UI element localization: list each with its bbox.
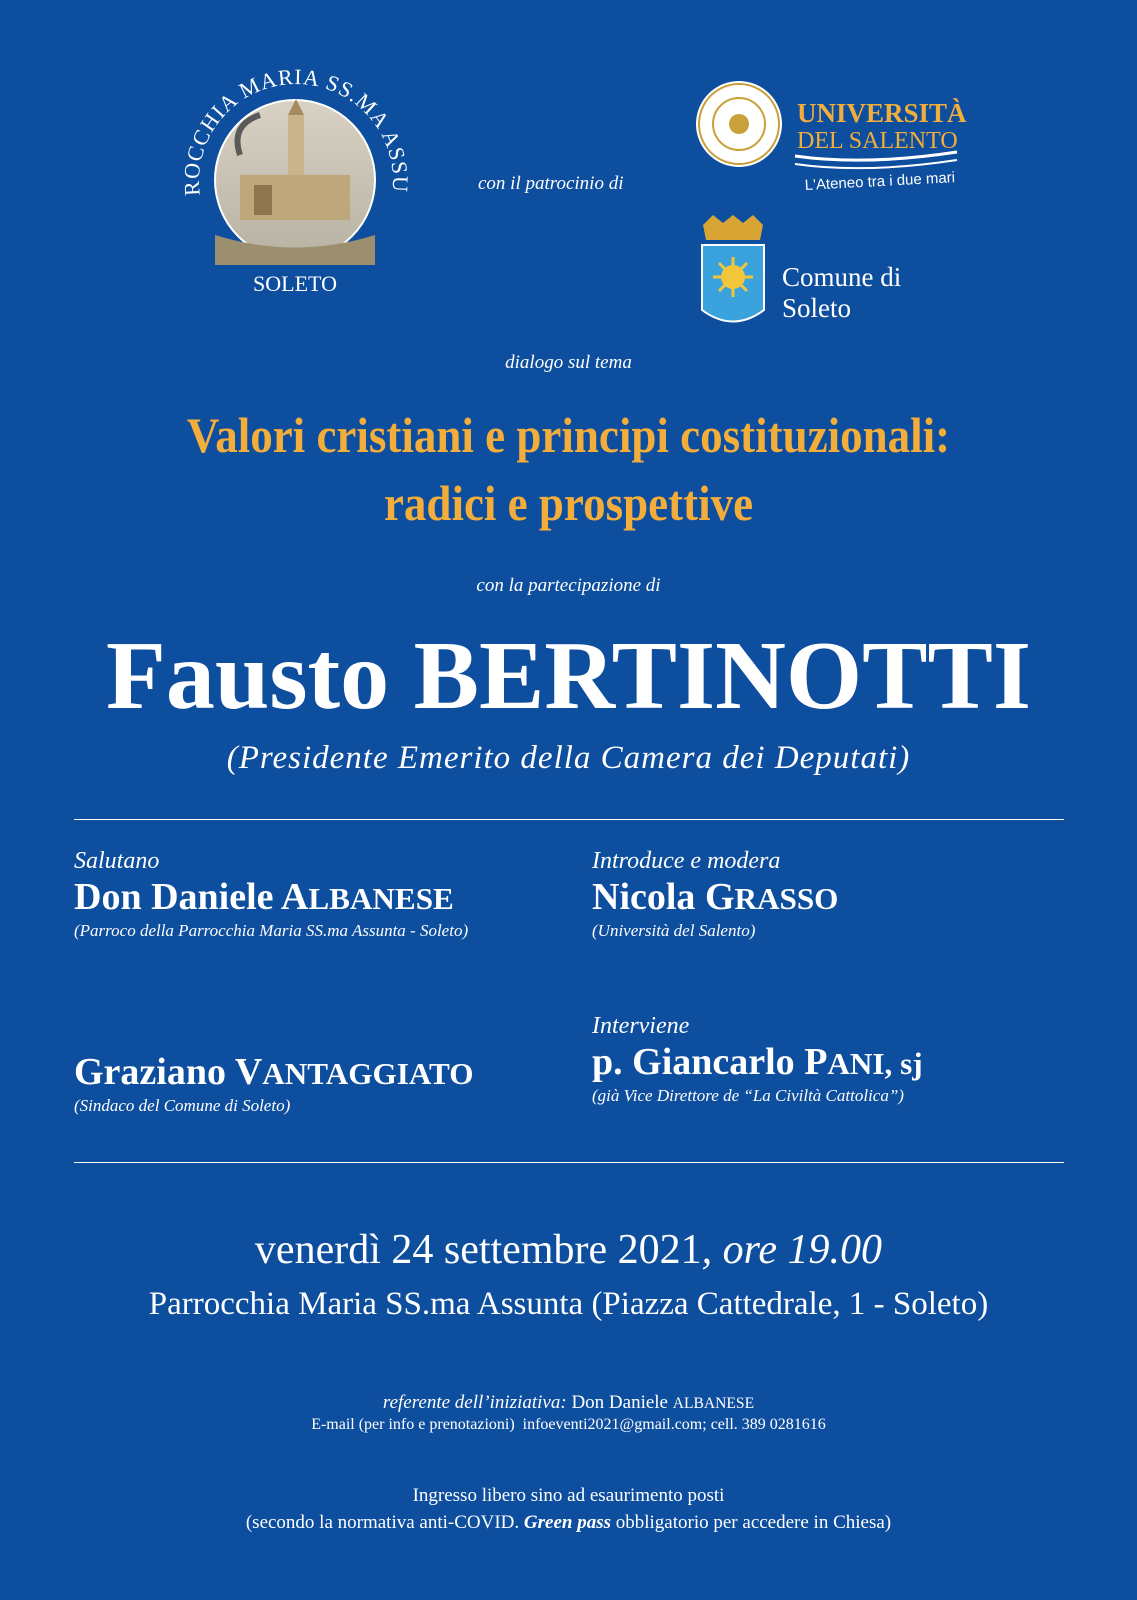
moderatore-block xyxy=(592,848,838,941)
referente-label: referente dell’iniziativa: xyxy=(382,1392,567,1413)
comune-name xyxy=(782,262,901,324)
covid-line xyxy=(0,1512,1137,1534)
referente-name-last: ALBANESE xyxy=(672,1395,755,1412)
university-tagline: L'Ateneo tra i due mari xyxy=(804,169,956,194)
interviene-role: Interviene xyxy=(592,1013,690,1039)
access-line: Ingresso libero sino ad esaurimento posti xyxy=(412,1485,725,1506)
divider-top xyxy=(74,819,1064,820)
event-date: venerdì 24 settembre 2021 xyxy=(254,1227,702,1273)
interviene-first: Giancarlo xyxy=(632,1041,795,1083)
vantaggiato-first: Graziano xyxy=(74,1051,226,1093)
contact-phone: ; cell. 389 0281616 xyxy=(702,1416,826,1433)
salutano-role: Salutano xyxy=(74,848,160,874)
salutano-last-initial: A xyxy=(280,876,309,918)
covid-pre: (secondo la normativa anti-COVID. xyxy=(245,1512,524,1533)
divider-bottom xyxy=(74,1162,1064,1163)
vantaggiato-last-initial: V xyxy=(234,1051,263,1093)
speaker-role: (Presidente Emerito della Camera dei Deputati) xyxy=(226,740,911,776)
referente-line xyxy=(0,1392,1137,1414)
interviene-prefix: p. xyxy=(592,1041,623,1083)
salutano-first: Daniele xyxy=(151,876,274,918)
vantaggiato-block xyxy=(74,1050,473,1116)
university-name-line2: DEL SALENTO xyxy=(797,128,958,154)
moderatore-first: Nicola xyxy=(592,876,696,918)
interviene-name xyxy=(592,1040,923,1086)
salutano-last-rest: LBANESE xyxy=(308,881,454,916)
event-title-line1: Valori cristiani e principi costituzionali: xyxy=(186,407,951,463)
interviene-desc: (già Vice Direttore de “La Civiltà Cattolica”) xyxy=(592,1085,904,1105)
main-speaker xyxy=(0,618,1137,736)
interviene-last-rest: ANI xyxy=(827,1046,885,1081)
event-venue: Parrocchia Maria SS.ma Assunta (Piazza Cattedrale, 1 - Soleto) xyxy=(148,1286,989,1322)
comune-name-line2: Soleto xyxy=(782,293,852,324)
partecipazione-label: con la partecipazione di xyxy=(476,575,661,596)
comune-name-line1: Comune di xyxy=(782,262,902,292)
university-name-line1: UNIVERSITÀ xyxy=(797,98,967,128)
moderatore-desc: (Università del Salento) xyxy=(592,920,756,940)
university-logo xyxy=(695,80,975,200)
interviene-last-initial: P xyxy=(804,1041,828,1083)
patronage-label: con il patrocinio di xyxy=(478,173,624,194)
moderatore-role: Introduce e modera xyxy=(592,848,781,874)
dialogo-label: dialogo sul tema xyxy=(505,352,632,373)
event-time: , ore 19.00 xyxy=(701,1227,883,1273)
salutano-name xyxy=(74,875,468,921)
parish-bottom-text: SOLETO xyxy=(253,271,337,296)
interviene-suffix: , sj xyxy=(884,1046,923,1081)
covid-bold: Green pass xyxy=(523,1512,611,1533)
event-title xyxy=(57,402,1080,537)
contact-email[interactable]: infoeventi2021@gmail.com xyxy=(522,1416,703,1433)
event-title-line2: radici e prospettive xyxy=(383,474,754,531)
event-date-line xyxy=(0,1226,1137,1274)
moderatore-last-rest: RASSO xyxy=(734,881,839,916)
salutano-desc: (Parroco della Parrocchia Maria SS.ma Assunta - Soleto) xyxy=(74,920,469,940)
parish-ring-text: ROCCHIA MARIA SS.MA ASSU xyxy=(178,63,414,197)
speaker-first-name: Fausto xyxy=(105,622,390,730)
covid-post: obbligatorio per accedere in Chiesa) xyxy=(611,1512,892,1533)
vantaggiato-desc: (Sindaco del Comune di Soleto) xyxy=(74,1095,291,1115)
interviene-block xyxy=(592,1013,923,1106)
salutano-block xyxy=(74,848,468,941)
moderatore-name xyxy=(592,875,838,921)
parish-logo xyxy=(170,55,420,305)
speaker-last-name: BERTINOTTI xyxy=(413,622,1032,730)
salutano-prefix: Don xyxy=(74,876,142,918)
contact-label: E-mail (per info e prenotazioni) xyxy=(311,1416,515,1433)
vantaggiato-last-rest: ANTAGGIATO xyxy=(262,1056,474,1091)
vantaggiato-name xyxy=(74,1050,473,1096)
moderatore-last-initial: G xyxy=(704,876,735,918)
referente-name-prefix: Don Daniele xyxy=(571,1392,668,1413)
contact-line xyxy=(0,1416,1137,1434)
